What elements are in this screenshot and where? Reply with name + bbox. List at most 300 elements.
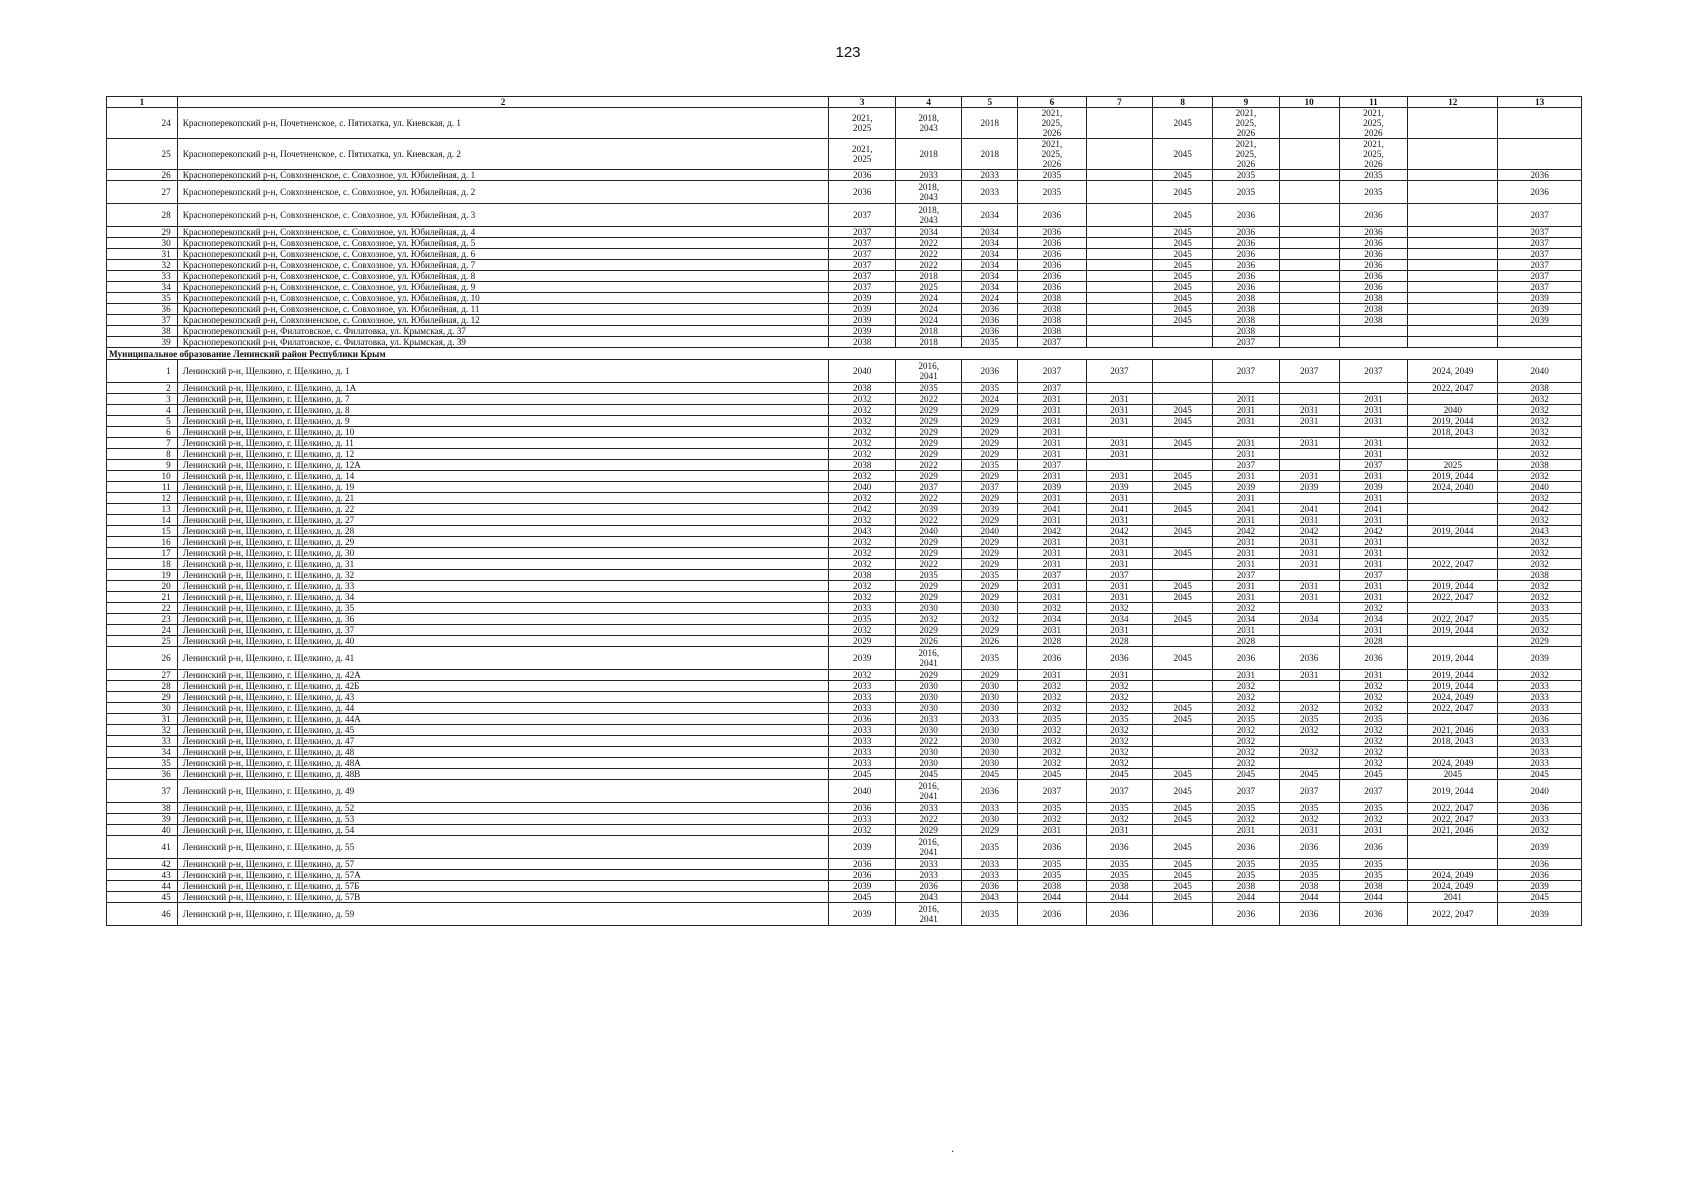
year-cell-col-9: 2032 [1213,725,1279,736]
year-cell-col-4: 2018 [895,271,961,282]
year-cell-col-6: 2035 [1018,859,1087,870]
year-cell-col-5: 2018 [962,108,1018,139]
year-cell-col-11: 2038 [1339,881,1408,892]
year-cell-col-7 [1086,238,1152,249]
year-cell-col-7: 2031 [1086,581,1152,592]
table-row [107,692,1582,703]
year-cell-col-6: 2045 [1018,769,1087,780]
year-cell-col-6: 2031 [1018,559,1087,570]
table-row [107,736,1582,747]
row-number: 3 [107,394,178,405]
year-cell-col-13: 2037 [1498,249,1582,260]
year-cell-col-5: 2029 [962,670,1018,681]
year-cell-col-9: 2035 [1213,870,1279,881]
year-cell-col-9: 2031 [1213,416,1279,427]
row-number: 46 [107,903,178,926]
table-row [107,870,1582,881]
year-cell-col-10 [1279,493,1339,504]
year-cell-col-13 [1498,108,1582,139]
row-number: 28 [107,204,178,227]
year-cell-col-8 [1153,337,1213,348]
year-cell-col-12 [1408,438,1498,449]
year-cell-col-10 [1279,326,1339,337]
year-cell-col-12: 2022, 2047 [1408,703,1498,714]
year-cell-col-11: 2044 [1339,892,1408,903]
year-cell-col-11: 2036 [1339,836,1408,859]
year-cell-col-13: 2040 [1498,360,1582,383]
year-cell-col-10: 2035 [1279,803,1339,814]
year-cell-col-5: 2036 [962,315,1018,326]
year-cell-col-4: 2039 [895,504,961,515]
year-cell-col-4: 2018, 2043 [895,181,961,204]
table-row [107,592,1582,603]
year-cell-col-10: 2037 [1279,780,1339,803]
year-cell-col-6: 2037 [1018,383,1087,394]
row-number: 4 [107,405,178,416]
address-cell: Ленинский р-н, Щелкино, г. Щелкино, д. 40 [177,636,829,647]
year-cell-col-6: 2035 [1018,714,1087,725]
year-cell-col-10: 2031 [1279,581,1339,592]
year-cell-col-12 [1408,304,1498,315]
year-cell-col-10: 2032 [1279,814,1339,825]
address-cell: Ленинский р-н, Щелкино, г. Щелкино, д. 33 [177,581,829,592]
year-cell-col-10: 2031 [1279,548,1339,559]
year-cell-col-11: 2032 [1339,603,1408,614]
year-cell-col-3: 2033 [829,758,895,769]
year-cell-col-13: 2032 [1498,416,1582,427]
year-cell-col-9: 2028 [1213,636,1279,647]
year-cell-col-12: 2024, 2049 [1408,692,1498,703]
year-cell-col-5: 2036 [962,780,1018,803]
year-cell-col-9: 2037 [1213,360,1279,383]
year-cell-col-12: 2040 [1408,405,1498,416]
year-cell-col-8: 2045 [1153,803,1213,814]
year-cell-col-5: 2029 [962,449,1018,460]
year-cell-col-9: 2032 [1213,814,1279,825]
table-row [107,647,1582,670]
table-row [107,803,1582,814]
year-cell-col-8 [1153,493,1213,504]
year-cell-col-3: 2040 [829,780,895,803]
year-cell-col-9: 2034 [1213,614,1279,625]
address-cell: Ленинский р-н, Щелкино, г. Щелкино, д. 54 [177,825,829,836]
year-cell-col-12: 2019, 2044 [1408,681,1498,692]
address-cell: Красноперекопский р-н, Совхозненское, с. Совхозное, ул. Юбилейная, д. 1 [177,170,829,181]
year-cell-col-10: 2031 [1279,537,1339,548]
year-cell-col-9: 2038 [1213,326,1279,337]
year-cell-col-11: 2031 [1339,405,1408,416]
year-cell-col-6: 2031 [1018,625,1087,636]
year-cell-col-7 [1086,260,1152,271]
year-cell-col-12 [1408,238,1498,249]
year-cell-col-12: 2041 [1408,892,1498,903]
row-number: 7 [107,438,178,449]
year-cell-col-6: 2038 [1018,326,1087,337]
year-cell-col-3: 2033 [829,725,895,736]
year-cell-col-4: 2029 [895,438,961,449]
year-cell-col-3: 2032 [829,537,895,548]
year-cell-col-13: 2039 [1498,836,1582,859]
year-cell-col-9: 2021, 2025, 2026 [1213,108,1279,139]
year-cell-col-9: 2036 [1213,204,1279,227]
year-cell-col-13: 2036 [1498,170,1582,181]
year-cell-col-9: 2031 [1213,559,1279,570]
year-cell-col-11: 2035 [1339,170,1408,181]
year-cell-col-7: 2031 [1086,438,1152,449]
year-cell-col-4: 2029 [895,581,961,592]
year-cell-col-6: 2038 [1018,293,1087,304]
year-cell-col-13 [1498,337,1582,348]
year-cell-col-12 [1408,493,1498,504]
year-cell-col-3: 2036 [829,181,895,204]
year-cell-col-5: 2029 [962,416,1018,427]
year-cell-col-8 [1153,903,1213,926]
year-cell-col-8: 2045 [1153,304,1213,315]
year-cell-col-10 [1279,449,1339,460]
table-row [107,170,1582,181]
year-cell-col-8: 2045 [1153,438,1213,449]
year-cell-col-11: 2031 [1339,670,1408,681]
year-cell-col-6: 2021, 2025, 2026 [1018,139,1087,170]
year-cell-col-3: 2033 [829,814,895,825]
year-cell-col-3: 2032 [829,427,895,438]
table-row [107,537,1582,548]
table-row [107,416,1582,427]
year-cell-col-6: 2032 [1018,692,1087,703]
year-cell-col-6: 2036 [1018,249,1087,260]
year-cell-col-5: 2024 [962,394,1018,405]
year-cell-col-9: 2031 [1213,438,1279,449]
address-cell: Ленинский р-н, Щелкино, г. Щелкино, д. 48А [177,758,829,769]
year-cell-col-12: 2019, 2044 [1408,647,1498,670]
table-row [107,526,1582,537]
year-cell-col-3: 2021, 2025 [829,108,895,139]
year-cell-col-5: 2032 [962,614,1018,625]
year-cell-col-8 [1153,515,1213,526]
year-cell-col-3: 2037 [829,249,895,260]
year-cell-col-5: 2030 [962,681,1018,692]
year-cell-col-9: 2038 [1213,315,1279,326]
year-cell-col-13: 2037 [1498,282,1582,293]
table-row [107,449,1582,460]
year-cell-col-7 [1086,139,1152,170]
year-cell-col-5: 2043 [962,892,1018,903]
year-cell-col-4: 2018, 2043 [895,204,961,227]
year-cell-col-9: 2031 [1213,449,1279,460]
year-cell-col-7: 2032 [1086,758,1152,769]
year-cell-col-3: 2033 [829,703,895,714]
year-cell-col-13: 2032 [1498,427,1582,438]
year-cell-col-4: 2030 [895,758,961,769]
year-cell-col-13: 2037 [1498,238,1582,249]
year-cell-col-5: 2030 [962,814,1018,825]
year-cell-col-8: 2045 [1153,482,1213,493]
address-cell: Ленинский р-н, Щелкино, г. Щелкино, д. 34 [177,592,829,603]
year-cell-col-8 [1153,570,1213,581]
year-cell-col-6: 2028 [1018,636,1087,647]
year-cell-col-5: 2029 [962,592,1018,603]
year-cell-col-4: 2018 [895,326,961,337]
address-cell: Ленинский р-н, Щелкино, г. Щелкино, д. 44А [177,714,829,725]
year-cell-col-3: 2039 [829,647,895,670]
table-row [107,548,1582,559]
year-cell-col-13: 2032 [1498,825,1582,836]
year-cell-col-11: 2032 [1339,692,1408,703]
year-cell-col-5: 2029 [962,471,1018,482]
address-cell: Ленинский р-н, Щелкино, г. Щелкино, д. 11 [177,438,829,449]
year-cell-col-11 [1339,326,1408,337]
year-cell-col-6: 2031 [1018,427,1087,438]
year-cell-col-4: 2029 [895,405,961,416]
address-cell: Ленинский р-н, Щелкино, г. Щелкино, д. 47 [177,736,829,747]
year-cell-col-6: 2031 [1018,515,1087,526]
year-cell-col-7: 2031 [1086,825,1152,836]
year-cell-col-8 [1153,670,1213,681]
year-cell-col-6: 2036 [1018,836,1087,859]
year-cell-col-13: 2045 [1498,769,1582,780]
year-cell-col-3: 2037 [829,271,895,282]
year-cell-col-6: 2032 [1018,814,1087,825]
year-cell-col-7: 2031 [1086,394,1152,405]
year-cell-col-13: 2038 [1498,383,1582,394]
address-cell: Ленинский р-н, Щелкино, г. Щелкино, д. 42Б [177,681,829,692]
year-cell-col-6: 2031 [1018,825,1087,836]
year-cell-col-10 [1279,181,1339,204]
year-cell-col-9: 2032 [1213,747,1279,758]
year-cell-col-4: 2029 [895,548,961,559]
year-cell-col-12: 2019, 2044 [1408,625,1498,636]
year-cell-col-6: 2041 [1018,504,1087,515]
year-cell-col-7: 2032 [1086,747,1152,758]
year-cell-col-12: 2024, 2040 [1408,482,1498,493]
address-cell: Красноперекопский р-н, Совхозненское, с. Совхозное, ул. Юбилейная, д. 4 [177,227,829,238]
year-cell-col-8: 2045 [1153,548,1213,559]
year-cell-col-13: 2039 [1498,647,1582,670]
year-cell-col-7: 2031 [1086,405,1152,416]
year-cell-col-6: 2032 [1018,747,1087,758]
year-cell-col-6: 2036 [1018,271,1087,282]
year-cell-col-12: 2024, 2049 [1408,881,1498,892]
year-cell-col-3: 2032 [829,438,895,449]
year-cell-col-12 [1408,315,1498,326]
address-cell: Ленинский р-н, Щелкино, г. Щелкино, д. 43 [177,692,829,703]
address-cell: Красноперекопский р-н, Совхозненское, с. Совхозное, ул. Юбилейная, д. 6 [177,249,829,260]
year-cell-col-10: 2032 [1279,703,1339,714]
year-cell-col-8: 2045 [1153,471,1213,482]
year-cell-col-7 [1086,204,1152,227]
row-number: 32 [107,725,178,736]
year-cell-col-9: 2036 [1213,227,1279,238]
year-cell-col-10 [1279,249,1339,260]
table-row [107,670,1582,681]
year-cell-col-11: 2031 [1339,581,1408,592]
year-cell-col-8: 2045 [1153,238,1213,249]
year-cell-col-12 [1408,504,1498,515]
year-cell-col-9: 2035 [1213,714,1279,725]
year-cell-col-7: 2041 [1086,504,1152,515]
year-cell-col-12: 2021, 2046 [1408,725,1498,736]
year-cell-col-5: 2029 [962,427,1018,438]
address-cell: Красноперекопский р-н, Почетненское, с. Пятихатка, ул. Киевская, д. 1 [177,108,829,139]
year-cell-col-13: 2037 [1498,227,1582,238]
year-cell-col-5: 2033 [962,803,1018,814]
year-cell-col-7: 2034 [1086,614,1152,625]
year-cell-col-13: 2033 [1498,758,1582,769]
address-cell: Ленинский р-н, Щелкино, г. Щелкино, д. 57В [177,892,829,903]
year-cell-col-3: 2036 [829,714,895,725]
address-cell: Ленинский р-н, Щелкино, г. Щелкино, д. 57А [177,870,829,881]
address-cell: Ленинский р-н, Щелкино, г. Щелкино, д. 10 [177,427,829,438]
year-cell-col-5: 2036 [962,360,1018,383]
year-cell-col-13: 2033 [1498,814,1582,825]
year-cell-col-13: 2037 [1498,204,1582,227]
register-table [106,96,1582,926]
year-cell-col-5: 2035 [962,460,1018,471]
table-row [107,681,1582,692]
address-cell: Ленинский р-н, Щелкино, г. Щелкино, д. 28 [177,526,829,537]
year-cell-col-3: 2032 [829,515,895,526]
year-cell-col-5: 2024 [962,293,1018,304]
year-cell-col-3: 2032 [829,825,895,836]
year-cell-col-12 [1408,859,1498,870]
year-cell-col-8 [1153,460,1213,471]
year-cell-col-7 [1086,293,1152,304]
year-cell-col-10 [1279,636,1339,647]
year-cell-col-4: 2029 [895,471,961,482]
year-cell-col-3: 2039 [829,836,895,859]
table-row [107,139,1582,170]
year-cell-col-7: 2035 [1086,859,1152,870]
year-cell-col-10: 2031 [1279,559,1339,570]
year-cell-col-8: 2045 [1153,315,1213,326]
address-cell: Ленинский р-н, Щелкино, г. Щелкино, д. 19 [177,482,829,493]
year-cell-col-13: 2033 [1498,736,1582,747]
address-cell: Красноперекопский р-н, Совхозненское, с. Совхозное, ул. Юбилейная, д. 11 [177,304,829,315]
year-cell-col-10: 2045 [1279,769,1339,780]
year-cell-col-3: 2040 [829,482,895,493]
year-cell-col-4: 2043 [895,892,961,903]
year-cell-col-4: 2029 [895,427,961,438]
year-cell-col-5: 2033 [962,859,1018,870]
year-cell-col-7: 2039 [1086,482,1152,493]
row-number: 30 [107,703,178,714]
year-cell-col-4: 2029 [895,537,961,548]
year-cell-col-7 [1086,315,1152,326]
year-cell-col-11: 2036 [1339,282,1408,293]
year-cell-col-9: 2036 [1213,836,1279,859]
year-cell-col-11: 2031 [1339,394,1408,405]
year-cell-col-11 [1339,337,1408,348]
year-cell-col-3: 2032 [829,625,895,636]
column-header-8: 8 [1153,97,1213,108]
year-cell-col-9: 2044 [1213,892,1279,903]
row-number: 1 [107,360,178,383]
year-cell-col-11: 2031 [1339,449,1408,460]
year-cell-col-12 [1408,271,1498,282]
year-cell-col-13: 2032 [1498,493,1582,504]
year-cell-col-8: 2045 [1153,204,1213,227]
year-cell-col-10: 2044 [1279,892,1339,903]
address-cell: Ленинский р-н, Щелкино, г. Щелкино, д. 48 [177,747,829,758]
year-cell-col-4: 2032 [895,614,961,625]
section-header-row [107,348,1582,360]
year-cell-col-13: 2036 [1498,870,1582,881]
year-cell-col-7: 2031 [1086,592,1152,603]
year-cell-col-3: 2039 [829,326,895,337]
table-row [107,227,1582,238]
year-cell-col-3: 2038 [829,383,895,394]
year-cell-col-12: 2024, 2049 [1408,758,1498,769]
row-number: 24 [107,108,178,139]
year-cell-col-3: 2036 [829,803,895,814]
address-cell: Ленинский р-н, Щелкино, г. Щелкино, д. 55 [177,836,829,859]
year-cell-col-7 [1086,326,1152,337]
year-cell-col-10 [1279,383,1339,394]
year-cell-col-11: 2036 [1339,647,1408,670]
row-number: 32 [107,260,178,271]
year-cell-col-9: 2038 [1213,293,1279,304]
year-cell-col-7: 2037 [1086,360,1152,383]
year-cell-col-9: 2032 [1213,703,1279,714]
table-row [107,238,1582,249]
year-cell-col-10 [1279,625,1339,636]
year-cell-col-9: 2037 [1213,460,1279,471]
year-cell-col-8: 2045 [1153,249,1213,260]
year-cell-col-6: 2037 [1018,337,1087,348]
year-cell-col-4: 2026 [895,636,961,647]
address-cell: Красноперекопский р-н, Филатовское, с. Филатовка, ул. Крымская, д. 37 [177,326,829,337]
year-cell-col-13: 2029 [1498,636,1582,647]
year-cell-col-5: 2026 [962,636,1018,647]
year-cell-col-4: 2024 [895,304,961,315]
year-cell-col-13: 2033 [1498,747,1582,758]
year-cell-col-9: 2038 [1213,304,1279,315]
row-number: 13 [107,504,178,515]
year-cell-col-13: 2042 [1498,504,1582,515]
year-cell-col-8: 2045 [1153,870,1213,881]
year-cell-col-3: 2038 [829,460,895,471]
year-cell-col-10 [1279,603,1339,614]
column-header-5: 5 [962,97,1018,108]
year-cell-col-3: 2039 [829,903,895,926]
year-cell-col-5: 2029 [962,405,1018,416]
year-cell-col-11: 2031 [1339,625,1408,636]
year-cell-col-4: 2016, 2041 [895,780,961,803]
year-cell-col-11: 2036 [1339,238,1408,249]
year-cell-col-13: 2033 [1498,692,1582,703]
year-cell-col-5: 2033 [962,714,1018,725]
year-cell-col-8: 2045 [1153,581,1213,592]
year-cell-col-11: 2031 [1339,548,1408,559]
year-cell-col-13: 2032 [1498,592,1582,603]
year-cell-col-12 [1408,394,1498,405]
year-cell-col-7: 2031 [1086,416,1152,427]
year-cell-col-3: 2033 [829,736,895,747]
year-cell-col-7: 2032 [1086,725,1152,736]
row-number: 27 [107,670,178,681]
year-cell-col-9: 2036 [1213,238,1279,249]
year-cell-col-13: 2036 [1498,859,1582,870]
year-cell-col-13: 2035 [1498,614,1582,625]
address-cell: Ленинский р-н, Щелкино, г. Щелкино, д. 12А [177,460,829,471]
year-cell-col-9: 2036 [1213,260,1279,271]
year-cell-col-6: 2036 [1018,647,1087,670]
year-cell-col-5: 2033 [962,181,1018,204]
year-cell-col-12: 2025 [1408,460,1498,471]
address-cell: Ленинский р-н, Щелкино, г. Щелкино, д. 59 [177,903,829,926]
year-cell-col-4: 2030 [895,725,961,736]
year-cell-col-10: 2032 [1279,725,1339,736]
